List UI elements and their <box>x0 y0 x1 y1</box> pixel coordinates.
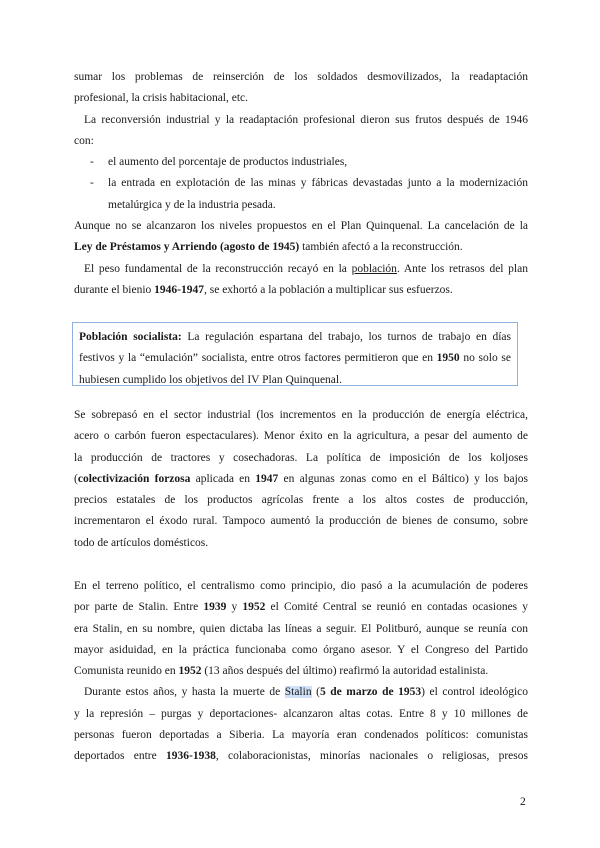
text-line: La reconversión industrial y la readaptación profesional dieron sus frutos después de 1946 <box>84 113 528 126</box>
text-line: con: <box>74 134 94 147</box>
text-line: precios estatales de los productos agrícolas frente a los altos costes de producción, <box>74 494 528 507</box>
bold-term: 1946-1947 <box>154 283 204 296</box>
paragraph-block-reconstruction <box>74 67 528 301</box>
bold-term: 1952 <box>242 601 266 614</box>
text-line: por parte de Stalin. Entre 1939 y 1952 el Comité Central se reunió en contadas ocasiones y <box>74 601 529 614</box>
bold-term: 1947 <box>255 472 279 485</box>
list-item <box>74 152 528 173</box>
text-line: Población socialista: La regulación espartana del trabajo, los turnos de trabajo en días <box>79 331 511 343</box>
callout-title: Población socialista: <box>79 331 182 343</box>
list-item-text: el aumento del porcentaje de productos industriales, <box>108 156 348 169</box>
text-line: incrementaron el éxodo rural. Tampoco aumentó la producción de bienes de consumo, sobre <box>74 515 528 528</box>
text-line: Ley de Préstamos y Arriendo (agosto de 1945) también afectó a la reconstrucción. <box>74 241 463 254</box>
text-line: personas fueron deportadas a Siberia. La mayoría eran condenados políticos: comunistas <box>74 729 528 742</box>
bold-term: 1952 <box>178 665 202 678</box>
bold-term: 1939 <box>203 601 227 614</box>
text-line: era Stalin, en su nombre, quien dictaba las líneas a seguir. El Politburó, aunque se reunía con <box>74 622 528 635</box>
list-item-text: la entrada en explotación de las minas y fábricas devastadas junto a la modernización <box>108 177 528 190</box>
dash-bullet: - <box>90 177 94 190</box>
text-line: hubiesen cumplido los objetivos del IV Plan Quinquenal. <box>79 373 342 386</box>
text-line: El peso fundamental de la reconstrucción recayó en la población. Ante los retrasos del plan <box>84 262 528 275</box>
text-line: Durante estos años, y hasta la muerte de Stalin (5 de marzo de 1953) el control ideológico <box>84 686 528 699</box>
text-line: acero o carbón fueron espectaculares). Menor éxito en la agricultura, a pesar del aumento de <box>74 430 528 443</box>
dash-bullet: - <box>90 156 94 169</box>
text-line: deportados entre 1936-1938, colaboracionistas, minorías nacionales o religiosas, presos <box>74 750 528 763</box>
text-line: Aunque no se alcanzaron los niveles propuestos en el Plan Quinquenal. La cancelación de la <box>74 220 528 233</box>
text-line: la producción de tractores y cosechadoras. La política de imposición de los koljoses <box>74 451 528 464</box>
paragraph-block-economy <box>74 405 528 554</box>
text-line: Se sobrepasó en el sector industrial (los incrementos en la producción de energía eléctrica, <box>74 409 528 421</box>
highlighted-stalin[interactable]: Stalin <box>284 686 312 699</box>
text-line: En el terreno político, el centralismo como principio, dio pasó a la acumulación de poderes <box>74 580 528 592</box>
bold-term: 1936-1938 <box>166 750 216 763</box>
callout-box-poblacion-socialista <box>72 322 518 386</box>
text-line: y la represión – purgas y deportaciones- alcanzaron altas cotas. Entre 8 y 10 millones de <box>74 707 528 720</box>
text-line: durante el bienio 1946-1947, se exhortó a la población a multiplicar sus esfuerzos. <box>74 283 453 296</box>
bold-term: 5 de marzo de 1953 <box>319 686 422 699</box>
bold-term: colectivización forzosa <box>77 472 191 485</box>
text-line: festivos y la “emulación” socialista, entre otros factores permitieron que en 1950 no solo se <box>79 352 511 365</box>
page-number: 2 <box>520 796 526 808</box>
list-item <box>74 173 528 194</box>
text-line: profesional, la crisis habitacional, etc. <box>74 92 249 105</box>
paragraph-block-politics <box>74 576 528 768</box>
bold-term: 1950 <box>436 352 460 365</box>
bold-term: Ley de Préstamos y Arriendo (agosto de 1945) <box>74 241 300 254</box>
text-line: (colectivización forzosa aplicada en 1947 en algunas zonas como en el Báltico) y los bajos <box>74 472 528 485</box>
text-line: Comunista reunido en 1952 (13 años después del último) reafirmó la autoridad estalinista. <box>74 665 489 678</box>
poblacion-link[interactable]: población <box>351 262 397 275</box>
text-line: mayor asiduidad, en la práctica funcionaba como órgano asesor. Y el Congreso del Partido <box>74 643 528 656</box>
text-line: sumar los problemas de reinserción de los soldados desmovilizados, la readaptación <box>74 71 528 83</box>
text-line: todo de artículos domésticos. <box>74 536 209 549</box>
list-item-continuation: metalúrgica y de la industria pesada. <box>108 198 276 211</box>
